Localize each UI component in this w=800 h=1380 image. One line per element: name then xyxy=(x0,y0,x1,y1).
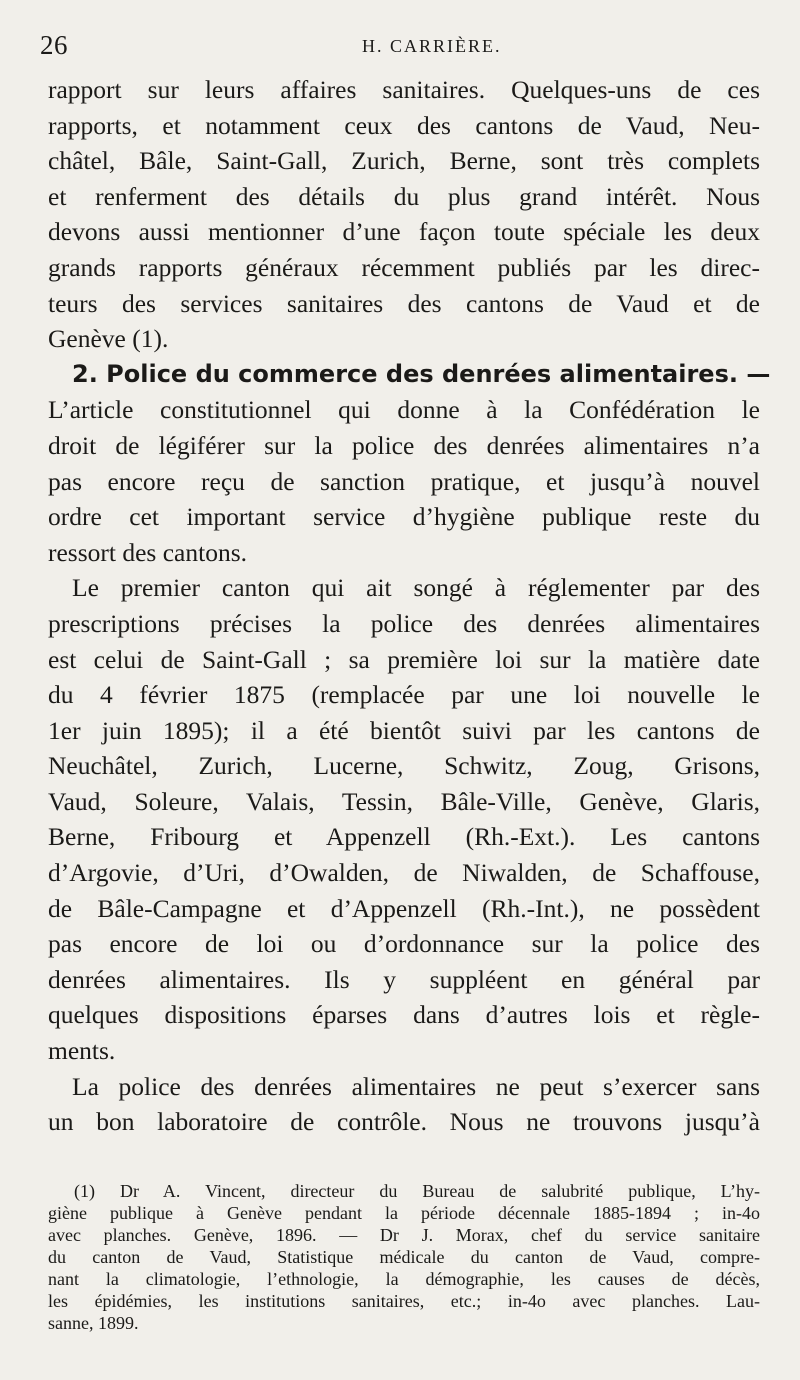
text-line: pas encore de loi ou d’ordonnance sur la police des xyxy=(48,929,760,959)
footnote-line: du canton de Vaud, Statistique médicale du canton de Vaud, compre- xyxy=(48,1247,760,1267)
text-line: rapport sur leurs affaires sanitaires. Quelques-uns de ces xyxy=(48,75,760,104)
running-head: H. CARRIÈRE. xyxy=(362,36,502,56)
text-line: quelques dispositions éparses dans d’autres lois et règle- xyxy=(48,1000,760,1030)
footnote-line: sanne, 1899. xyxy=(48,1313,139,1333)
text-line: d’Argovie, d’Uri, d’Owalden, de Niwalden, de Schaffouse, xyxy=(48,858,760,888)
text-line: ments. xyxy=(48,1036,116,1066)
text-line: droit de légiférer sur la police des denrées alimentaires n’a xyxy=(48,430,760,460)
body-text xyxy=(48,72,771,1140)
text-line: du 4 février 1875 (remplacée par une loi nouvelle le xyxy=(48,680,760,710)
text-line: ressort des cantons. xyxy=(48,537,247,567)
text-line: un bon laboratoire de contrôle. Nous ne trouvons jusqu’à xyxy=(48,1107,760,1137)
text-line: Le premier canton qui ait songé à réglementer par des xyxy=(72,573,760,603)
text-line: rapports, et notamment ceux des cantons de Vaud, Neu- xyxy=(48,110,760,140)
text-line: Berne, Fribourg et Appenzell (Rh.-Ext.). Les cantons xyxy=(48,822,760,852)
page-number: 26 xyxy=(40,30,68,60)
text-line: pas encore reçu de sanction pratique, et jusqu’à nouvel xyxy=(48,466,760,496)
page-header xyxy=(40,30,760,70)
text-line: 1er juin 1895); il a été bientôt suivi par les cantons de xyxy=(48,715,760,745)
footnote-line: nant la climatologie, l’ethnologie, la démographie, les causes de décès, xyxy=(48,1269,760,1289)
text-line: de Bâle-Campagne et d’Appenzell (Rh.-Int.), ne possèdent xyxy=(48,893,760,923)
footnote-line: avec planches. Genève, 1896. — Dr J. Morax, chef du service sanitaire xyxy=(48,1225,760,1245)
text-line: et renferment des détails du plus grand intérêt. Nous xyxy=(48,181,760,211)
text-line: teurs des services sanitaires des cantons de Vaud et de xyxy=(48,288,760,318)
text-line: devons aussi mentionner d’une façon toute spéciale les deux xyxy=(48,217,760,247)
text-line: La police des denrées alimentaires ne peut s’exercer sans xyxy=(72,1071,760,1101)
text-line: ordre cet important service d’hygiène publique reste du xyxy=(48,502,760,532)
text-line: denrées alimentaires. Ils y suppléent en général par xyxy=(48,964,760,994)
text-line: est celui de Saint-Gall ; sa première loi sur la matière date xyxy=(48,644,760,674)
text-line: Neuchâtel, Zurich, Lucerne, Schwitz, Zoug, Grisons, xyxy=(48,751,760,781)
footnotes xyxy=(48,1180,760,1334)
text-line: châtel, Bâle, Saint-Gall, Zurich, Berne, sont très complets xyxy=(48,146,760,176)
footnote-line: giène publique à Genève pendant la période décennale 1885-1894 ; in-4o xyxy=(48,1203,760,1223)
text-line: grands rapports généraux récemment publiés par les direc- xyxy=(48,252,760,282)
text-line: Vaud, Soleure, Valais, Tessin, Bâle-Ville, Genève, Glaris, xyxy=(48,786,760,816)
text-line: 2. Police du commerce des denrées alimentaires. — xyxy=(72,359,771,388)
footnote-line: (1) Dr A. Vincent, directeur du Bureau de salubrité publique, L’hy- xyxy=(74,1181,760,1201)
text-line: prescriptions précises la police des denrées alimentaires xyxy=(48,608,760,638)
text-line: Genève (1). xyxy=(48,324,169,354)
text-line: L’article constitutionnel qui donne à la Confédération le xyxy=(48,395,760,425)
footnote-line: les épidémies, les institutions sanitaires, etc.; in-4o avec planches. Lau- xyxy=(48,1291,760,1311)
